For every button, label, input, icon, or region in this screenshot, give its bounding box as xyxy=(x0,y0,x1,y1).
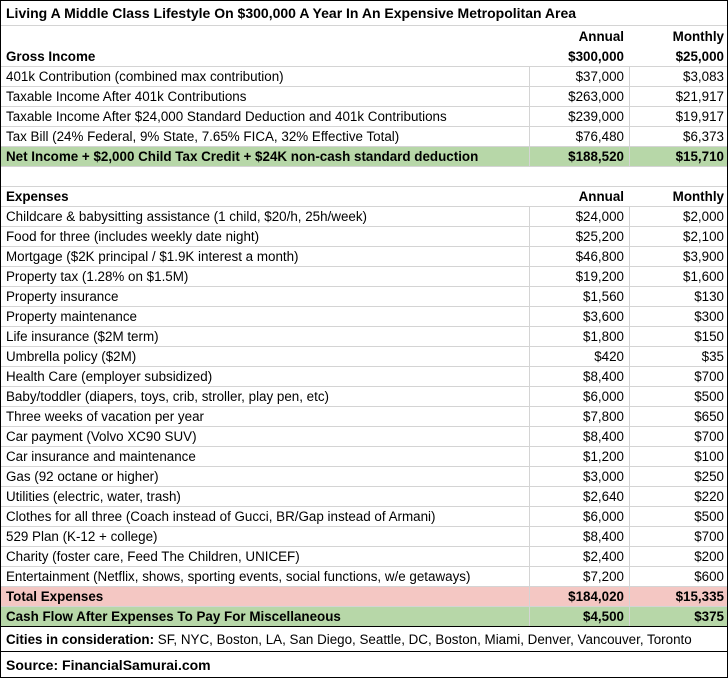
expense-row-monthly: $700 xyxy=(629,527,727,546)
expense-row-annual: $2,640 xyxy=(529,487,629,506)
expense-row-annual: $1,560 xyxy=(529,287,629,306)
income-row-monthly: $21,917 xyxy=(629,87,727,106)
expense-row-label: Property tax (1.28% on $1.5M) xyxy=(6,269,189,284)
expense-row-annual: $3,000 xyxy=(529,467,629,486)
cash-flow-row xyxy=(1,607,727,627)
expense-row-annual: $6,000 xyxy=(529,507,629,526)
expenses-annual-header: Annual xyxy=(578,189,624,204)
income-row-annual: $263,000 xyxy=(529,87,629,106)
expense-row-monthly: $500 xyxy=(629,507,727,526)
expense-row xyxy=(1,427,727,447)
expense-row-monthly: $220 xyxy=(629,487,727,506)
income-monthly-header: Monthly xyxy=(672,29,724,44)
expense-row-annual: $24,000 xyxy=(529,207,629,226)
expense-row-annual: $1,800 xyxy=(529,327,629,346)
expense-row-label: Baby/toddler (diapers, toys, crib, stroller, play pen, etc) xyxy=(6,389,330,404)
expense-row xyxy=(1,487,727,507)
total-expenses-monthly: $15,335 xyxy=(629,587,727,606)
expense-row xyxy=(1,567,727,587)
expense-row xyxy=(1,207,727,227)
expense-row-monthly: $250 xyxy=(629,467,727,486)
expense-row-annual: $7,800 xyxy=(529,407,629,426)
expense-row-label: Childcare & babysitting assistance (1 child, $20/h, 25h/week) xyxy=(6,209,367,224)
cash-flow-annual: $4,500 xyxy=(529,607,629,626)
expense-row-label: Entertainment (Netflix, shows, sporting events, social functions, w/e getaways) xyxy=(6,569,471,584)
expense-row xyxy=(1,507,727,527)
expense-row-label: Property insurance xyxy=(6,289,119,304)
expense-row-annual: $46,800 xyxy=(529,247,629,266)
net-income-label: Net Income + $2,000 Child Tax Credit + $24K non-cash standard deduction xyxy=(6,149,479,164)
expense-row-monthly: $500 xyxy=(629,387,727,406)
expense-row-annual: $25,200 xyxy=(529,227,629,246)
expense-row-monthly: $700 xyxy=(629,427,727,446)
expense-row xyxy=(1,547,727,567)
expense-row-label: Health Care (employer subsidized) xyxy=(6,369,213,384)
expense-row xyxy=(1,527,727,547)
expense-row-label: Life insurance ($2M term) xyxy=(6,329,159,344)
sheet-title: Living A Middle Class Lifestyle On $300,000 A Year In An Expensive Metropolitan Area xyxy=(1,1,727,26)
expense-row-annual: $3,600 xyxy=(529,307,629,326)
expense-row-annual: $8,400 xyxy=(529,427,629,446)
expenses-heading: Expenses xyxy=(6,189,69,204)
expense-row-annual: $1,200 xyxy=(529,447,629,466)
expense-row xyxy=(1,467,727,487)
expense-row-label: Mortgage ($2K principal / $1.9K interest a month) xyxy=(6,249,299,264)
expense-row-label: Gas (92 octane or higher) xyxy=(6,469,159,484)
expense-row-monthly: $130 xyxy=(629,287,727,306)
expense-row-monthly: $700 xyxy=(629,367,727,386)
income-rows xyxy=(1,67,727,147)
expense-row xyxy=(1,267,727,287)
expense-row xyxy=(1,287,727,307)
expense-row-annual: $6,000 xyxy=(529,387,629,406)
expense-row-monthly: $1,600 xyxy=(629,267,727,286)
income-row-annual: $76,480 xyxy=(529,127,629,146)
expense-rows xyxy=(1,207,727,587)
expense-row-monthly: $2,100 xyxy=(629,227,727,246)
income-row xyxy=(1,67,727,87)
expense-row-label: Food for three (includes weekly date night) xyxy=(6,229,260,244)
total-expenses-label: Total Expenses xyxy=(6,589,104,604)
cash-flow-monthly: $375 xyxy=(629,607,727,626)
net-income-row xyxy=(1,147,727,167)
cash-flow-label: Cash Flow After Expenses To Pay For Miscellaneous xyxy=(6,609,341,624)
expense-row xyxy=(1,227,727,247)
expense-row xyxy=(1,247,727,267)
income-row-monthly: $19,917 xyxy=(629,107,727,126)
expense-row-annual: $8,400 xyxy=(529,367,629,386)
net-income-annual: $188,520 xyxy=(529,147,629,166)
cities-row xyxy=(1,627,727,652)
income-row-label: Taxable Income After 401k Contributions xyxy=(6,89,247,104)
cities-list: SF, NYC, Boston, LA, San Diego, Seattle, DC, Boston, Miami, Denver, Vancouver, Toronto xyxy=(157,632,692,647)
spacer-row xyxy=(1,167,727,187)
expense-row-monthly: $3,900 xyxy=(629,247,727,266)
total-expenses-row xyxy=(1,587,727,607)
income-row-annual: $37,000 xyxy=(529,67,629,86)
expense-row-label: Clothes for all three (Coach instead of Gucci, BR/Gap instead of Armani) xyxy=(6,509,436,524)
expense-row-label: Utilities (electric, water, trash) xyxy=(6,489,181,504)
income-row-monthly: $3,083 xyxy=(629,67,727,86)
expense-row-monthly: $200 xyxy=(629,547,727,566)
total-expenses-annual: $184,020 xyxy=(529,587,629,606)
expense-row-monthly: $600 xyxy=(629,567,727,586)
income-column-headers xyxy=(1,26,727,47)
gross-income-monthly: $25,000 xyxy=(675,49,724,64)
net-income-monthly: $15,710 xyxy=(629,147,727,166)
expense-row-monthly: $35 xyxy=(629,347,727,366)
expense-row-annual: $19,200 xyxy=(529,267,629,286)
income-row xyxy=(1,127,727,147)
expense-row-label: Charity (foster care, Feed The Children, UNICEF) xyxy=(6,549,300,564)
income-row xyxy=(1,107,727,127)
expense-row xyxy=(1,447,727,467)
expense-row-annual: $7,200 xyxy=(529,567,629,586)
expense-row-label: Car insurance and maintenance xyxy=(6,449,196,464)
income-annual-header: Annual xyxy=(578,29,624,44)
cities-label: Cities in consideration: xyxy=(6,632,155,647)
expense-row-label: Umbrella policy ($2M) xyxy=(6,349,137,364)
expense-row-monthly: $2,000 xyxy=(629,207,727,226)
expense-row-monthly: $650 xyxy=(629,407,727,426)
expense-row xyxy=(1,367,727,387)
source-credit: Source: FinancialSamurai.com xyxy=(1,652,727,678)
expense-row xyxy=(1,307,727,327)
gross-income-row xyxy=(1,47,727,67)
income-row-monthly: $6,373 xyxy=(629,127,727,146)
expense-row xyxy=(1,407,727,427)
expense-row-label: Car payment (Volvo XC90 SUV) xyxy=(6,429,197,444)
expense-row xyxy=(1,387,727,407)
expense-row-label: Three weeks of vacation per year xyxy=(6,409,204,424)
expense-row xyxy=(1,327,727,347)
expense-row-label: Property maintenance xyxy=(6,309,138,324)
expense-row-annual: $8,400 xyxy=(529,527,629,546)
expense-row-monthly: $150 xyxy=(629,327,727,346)
expenses-monthly-header: Monthly xyxy=(672,189,724,204)
income-row-label: Taxable Income After $24,000 Standard Deduction and 401k Contributions xyxy=(6,109,447,124)
expense-row-annual: $420 xyxy=(529,347,629,366)
expense-row-monthly: $300 xyxy=(629,307,727,326)
expenses-header-row xyxy=(1,187,727,207)
expense-row xyxy=(1,347,727,367)
expense-row-label: 529 Plan (K-12 + college) xyxy=(6,529,158,544)
income-row-annual: $239,000 xyxy=(529,107,629,126)
income-row-label: Tax Bill (24% Federal, 9% State, 7.65% FICA, 32% Effective Total) xyxy=(6,129,400,144)
income-row-label: 401k Contribution (combined max contribution) xyxy=(6,69,284,84)
gross-income-label: Gross Income xyxy=(6,49,96,64)
expense-row-annual: $2,400 xyxy=(529,547,629,566)
gross-income-annual: $300,000 xyxy=(568,49,624,64)
income-row xyxy=(1,87,727,107)
expense-row-monthly: $100 xyxy=(629,447,727,466)
